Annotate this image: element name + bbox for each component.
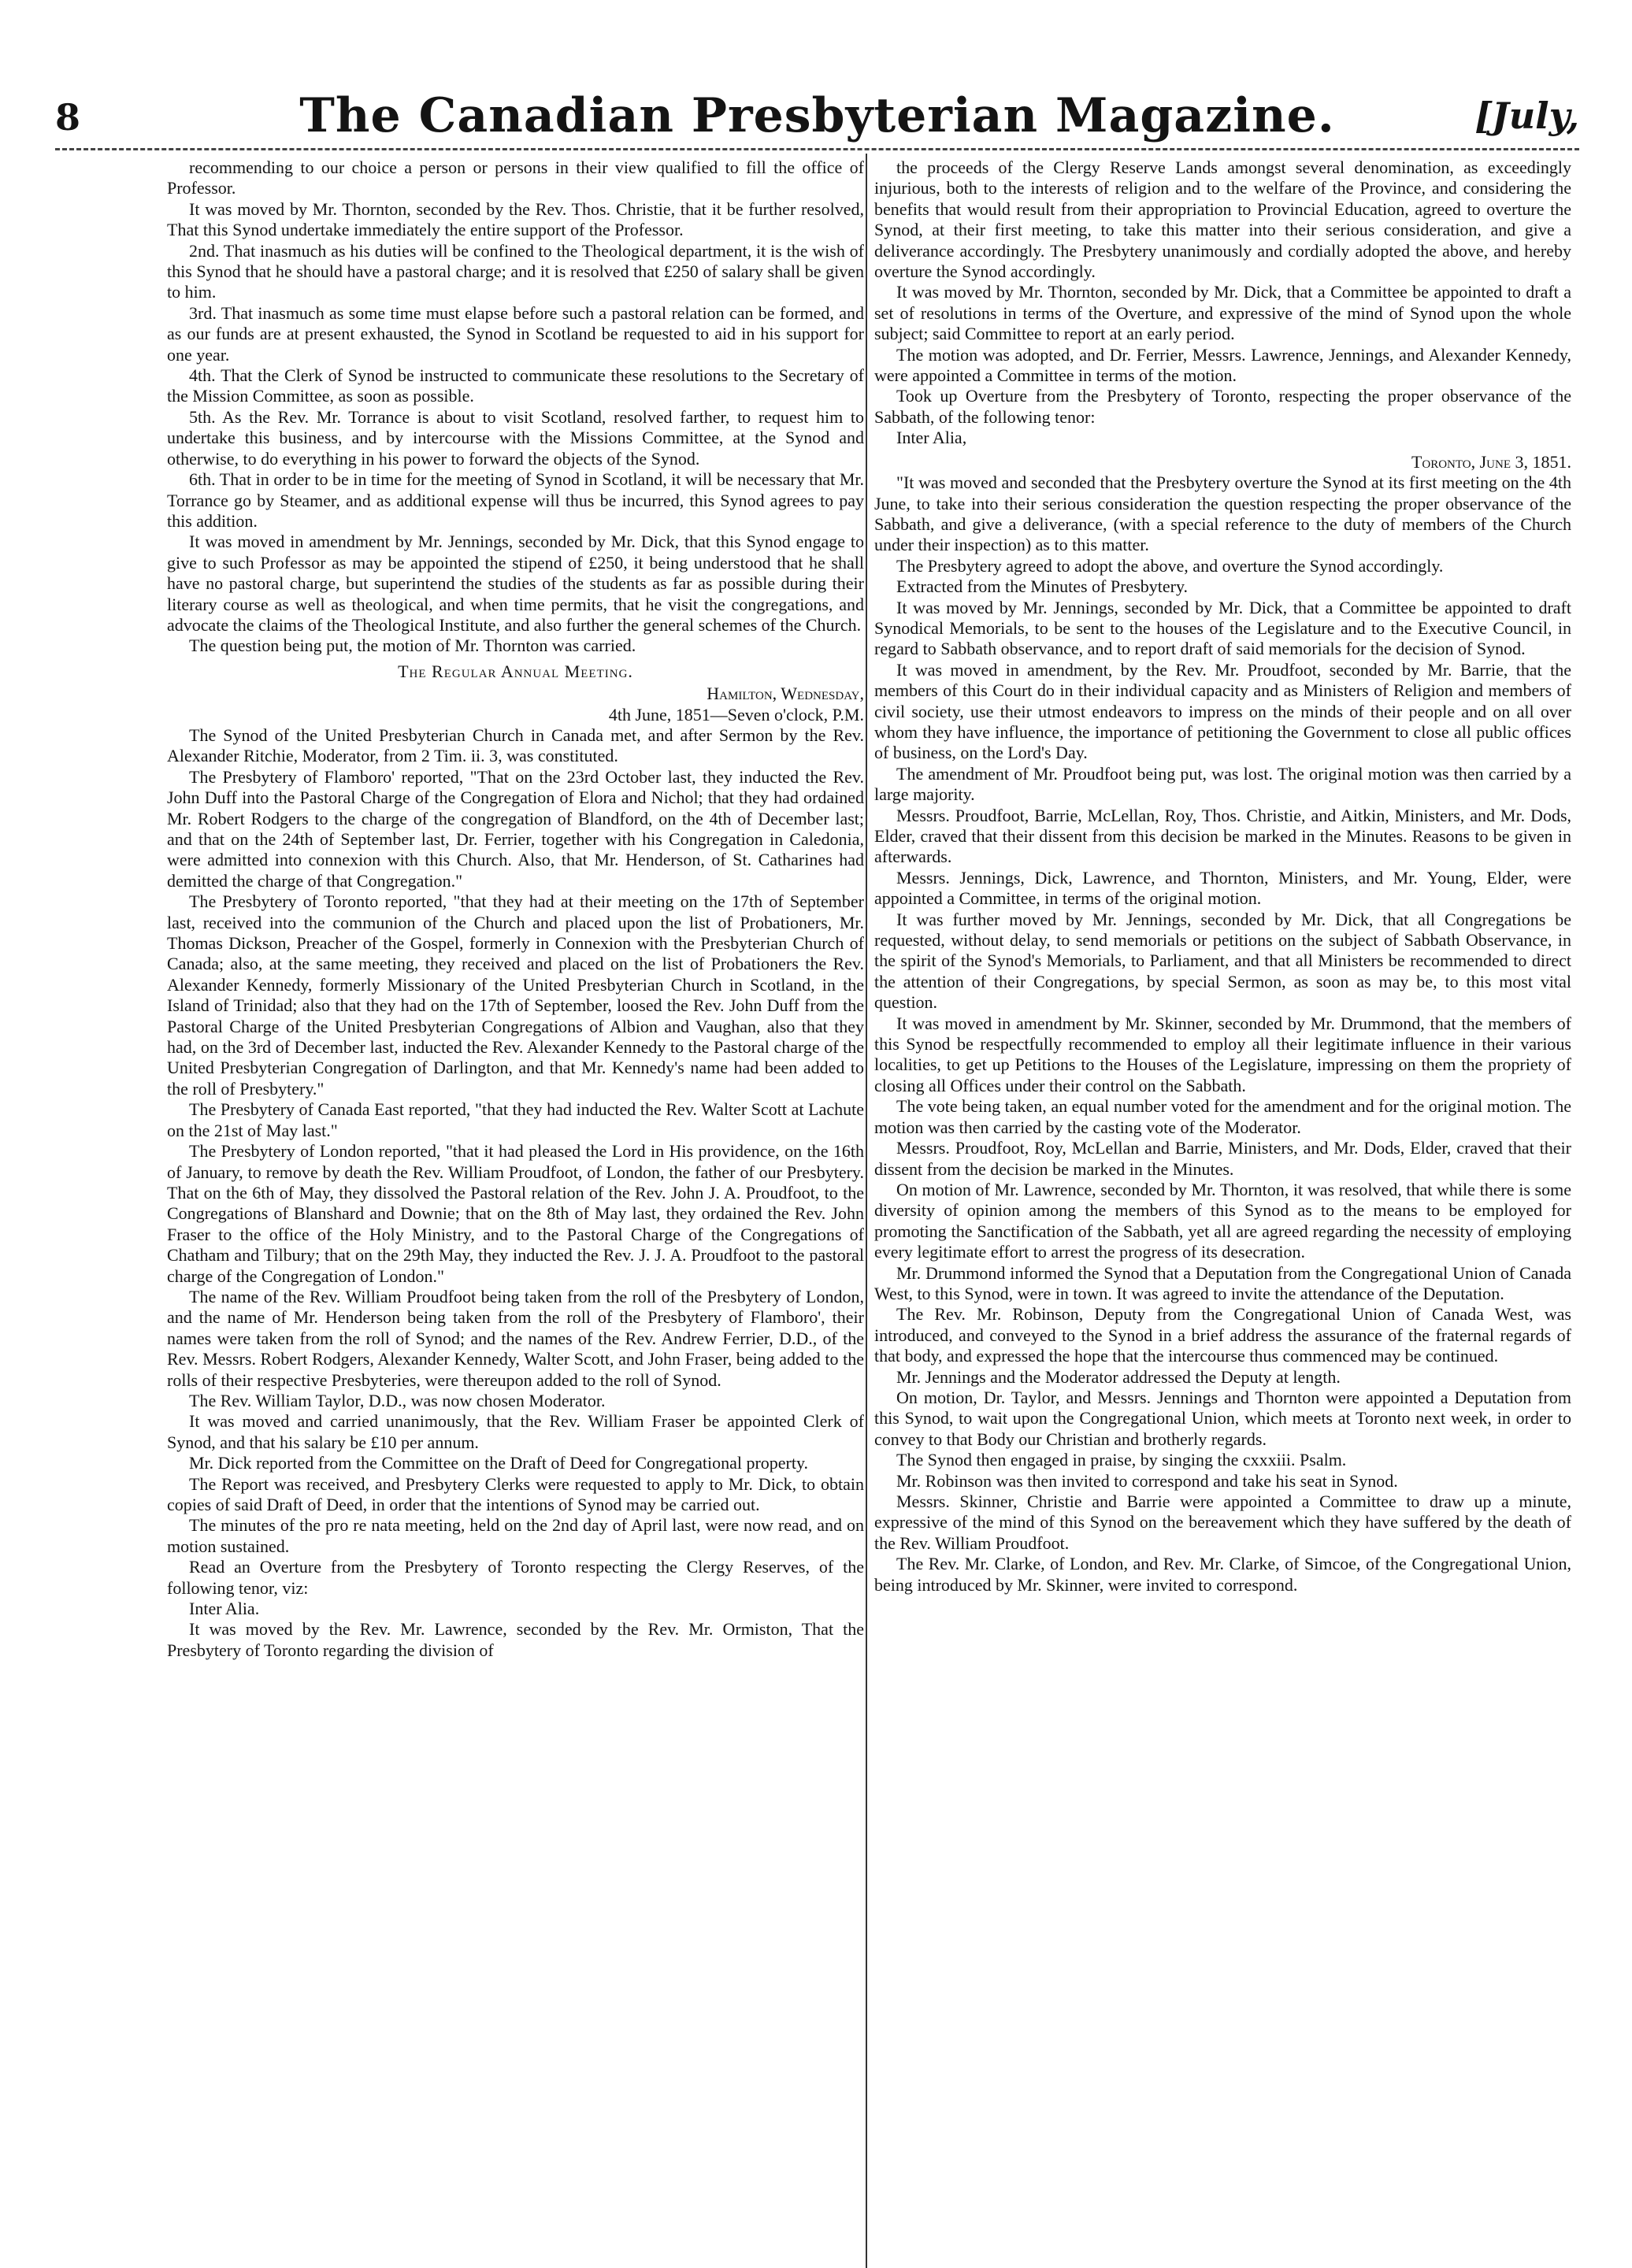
paragraph: Took up Overture from the Presbytery of Toronto, respecting the proper observance of the Sabbath, of the following tenor: [874,386,1571,427]
paragraph: The motion was adopted, and Dr. Ferrier, Messrs. Lawrence, Jennings, and Alexander Kennedy, were appointed a Committee in terms of the motion. [874,344,1571,386]
paragraph: 6th. That in order to be in time for the meeting of Synod in Scotland, it will be necessary that Mr. Torrance go by Steamer, and as additional expense will thus be incurred, this Synod agrees to pay this addition. [167,469,864,531]
page-number: 8 [55,96,81,139]
column-divider [866,154,867,2268]
page-header [55,88,1579,167]
paragraph: Mr. Drummond informed the Synod that a Deputation from the Congregational Union of Canada West, to this Synod, were in town. It was agreed to invite the attendance of the Deputation. [874,1262,1571,1303]
paragraph: 2nd. That inasmuch as his duties will be confined to the Theological department, it is the wish of this Synod that he should have a pastoral charge; and it is resolved that £250 of salary shall be given to him. [167,240,864,302]
right-column [874,158,1571,1595]
paragraph: Mr. Robinson was then invited to correspond and take his seat in Synod. [896,1470,1398,1491]
paragraph: The Presbytery agreed to adopt the above, and overture the Synod accordingly. [896,555,1444,576]
paragraph: Extracted from the Minutes of Presbytery. [896,576,1189,597]
paragraph: Mr. Jennings and the Moderator addressed the Deputy at length. [896,1366,1341,1387]
paragraph: The minutes of the pro re nata meeting, held on the 2nd day of April last, were now read, and on motion sustained. [167,1515,864,1556]
magazine-title: The Canadian Presbyterian Magazine. [299,88,1335,143]
paragraph: On motion of Mr. Lawrence, seconded by Mr. Thornton, it was resolved, that while there is some diversity of opinion among the members of this Synod as to the means to be employed for promoting the Sanctification of the Sabbath, yet all are agreed regarding the necessity of employing every legitimate effort to arrest the progress of its desecration. [874,1179,1571,1262]
paragraph: It was moved and carried unanimously, that the Rev. William Fraser be appointed Clerk of Synod, and that his salary be £10 per annum. [167,1411,864,1452]
paragraph: It was moved in amendment, by the Rev. Mr. Proudfoot, seconded by Mr. Barrie, that the members of this Court do in their individual capacity and as Ministers of Religion and members of civil society, use their utmost endeavors to impress on the minds of their people and on all over whom they have influence, the importance of petitioning the Government to close all public offices of business, on the Lord's Day. [874,659,1571,763]
paragraph: The name of the Rev. William Proudfoot being taken from the roll of the Presbytery of London, and the name of Mr. Henderson being taken from the roll of the Presbytery of Flamboro', their names were taken from the roll of Synod; and the names of the Rev. Andrew Ferrier, D.D., of the Rev. Messrs. Robert Rodgers, Alexander Kennedy, Walter Scott, and John Fraser, being added to the rolls of their respective Presbyteries, were thereupon added to the roll of Synod. [167,1286,864,1390]
paragraph: The question being put, the motion of Mr. Thornton was carried. [189,636,636,656]
paragraph: Messrs. Jennings, Dick, Lawrence, and Thornton, Ministers, and Mr. Young, Elder, were appointed a Committee, in terms of the original motion. [874,867,1571,909]
paragraph: The amendment of Mr. Proudfoot being put, was lost. The original motion was then carried by a large majority. [874,763,1571,805]
paragraph: It was moved by the Rev. Mr. Lawrence, seconded by the Rev. Mr. Ormiston, That the Presbytery of Toronto regarding the division of [167,1619,864,1660]
paragraph: It was moved in amendment by Mr. Skinner, seconded by Mr. Drummond, that the members of this Synod be respectfully recommended to employ all their legitimate influence in their various localities, to get up Petitions to the Houses of the Legislature, impressing on them the propriety of closing all Offices under their control on the Sabbath. [874,1013,1571,1095]
paragraph: It was moved by Mr. Thornton, seconded by the Rev. Thos. Christie, that it be further resolved, That this Synod undertake immediately the entire support of the Professor. [167,198,864,240]
meeting-date: 4th June, 1851—Seven o'clock, P.M. [608,704,864,724]
paragraph: the proceeds of the Clergy Reserve Lands amongst several denomination, as exceedingly injurious, both to the interests of religion and to the welfare of the Province, and considering the benefits that would result from their appropriation to Provincial Education, agreed to overture the Synod, at their first meeting, to take this matter into their serious consideration, and give a deliverance accordingly. The Presbytery unanimously and cordially adopted the above, and hereby overture the Synod accordingly. [874,158,1571,282]
paragraph: It was moved by Mr. Thornton, seconded by Mr. Dick, that a Committee be appointed to draft a set of resolutions in terms of the Overture, and expressive of the mind of Synod upon the whole subject; said Committee to report at an early period. [874,282,1571,344]
paragraph: The Rev. William Taylor, D.D., was now chosen Moderator. [189,1390,606,1410]
paragraph: Read an Overture from the Presbytery of Toronto respecting the Clergy Reserves, of the following tenor, viz: [167,1557,864,1598]
paragraph: Inter Alia. [189,1599,260,1619]
paragraph: The Synod of the United Presbyterian Church in Canada met, and after Sermon by the Rev. Alexander Ritchie, Moderator, from 2 Tim. ii. 3, was constituted. [167,724,864,766]
paragraph: Messrs. Proudfoot, Barrie, McLellan, Roy, Thos. Christie, and Aitkin, Ministers, and Mr. Dods, Elder, craved that their dissent from this decision be marked in the Minutes. Reasons to be given in afterwards. [874,805,1571,867]
paragraph: It was moved by Mr. Jennings, seconded by Mr. Dick, that a Committee be appointed to draft Synodical Memorials, to be sent to the houses of the Legislature and to the Executive Council, in regard to Sabbath observance, and to report draft of said memorials for the decision of Synod. [874,597,1571,659]
paragraph: Messrs. Proudfoot, Roy, McLellan and Barrie, Ministers, and Mr. Dods, Elder, craved that their dissent from the decision be marked in the Minutes. [874,1138,1571,1179]
paragraph: The Presbytery of Canada East reported, "that they had inducted the Rev. Walter Scott at Lachute on the 21st of May last." [167,1099,864,1140]
header-rule [55,148,1579,150]
paragraph: The Rev. Mr. Robinson, Deputy from the Congregational Union of Canada West, was introduced, and conveyed to the Synod in a brief address the assurance of the fraternal regards of that body, and expressed the hope that the intercourse thus commenced may be continued. [874,1304,1571,1366]
paragraph: It was moved in amendment by Mr. Jennings, seconded by Mr. Dick, that this Synod engage to give to such Professor as may be appointed the stipend of £250, it being understood that he shall have no pastoral charge, but superintend the studies of the students as far as possible during their literary course as well as theological, and when time permits, that he visit the congregations, and advocate the claims of the Theological Institute, and also further the general schemes of the Church. [167,532,864,635]
paragraph: The Synod then engaged in praise, by singing the cxxxiii. Psalm. [896,1450,1347,1470]
dateline: Toronto, June 3, 1851. [1411,451,1571,472]
section-heading: The Regular Annual Meeting. [398,661,633,681]
paragraph: "It was moved and seconded that the Presbytery overture the Synod at its first meeting on the 4th June, to take into their serious consideration the question respecting the proper observance of the Sabbath, and give a deliverance, (with a special reference to the duty of members of the Church under their inspection) as to this matter. [874,472,1571,555]
issue-month: [July, [1474,94,1579,137]
paragraph: Mr. Dick reported from the Committee on the Draft of Deed for Congregational property. [189,1453,809,1473]
left-column [167,158,864,1661]
paragraph: On motion, Dr. Taylor, and Messrs. Jennings and Thornton were appointed a Deputation from this Synod, to wait upon the Congregational Union, which meets at Toronto next week, in order to convey to that Body our Christian and brotherly regards. [874,1387,1571,1449]
paragraph: The Presbytery of London reported, "that it had pleased the Lord in His providence, on the 16th of January, to remove by death the Rev. William Proudfoot, of London, the father of our Presbytery. That on the 6th of May, they dissolved the Pastoral relation of the Rev. John J. A. Proudfoot, to the Congregations of Blanshard and Downie; that on the 8th of May last, they ordained the Rev. John Fraser to the office of the Holy Ministry, and to the Pastoral Charge of the Congregations of Chatham and Tilbury; that on the 29th May, they inducted the Rev. J. J. A. Proudfoot to the pastoral charge of the Congregation of London." [167,1141,864,1286]
meeting-place: Hamilton, Wednesday, [707,684,864,704]
paragraph: It was further moved by Mr. Jennings, seconded by Mr. Dick, that all Congregations be requested, without delay, to send memorials or petitions on the subject of Sabbath Observance, in the spirit of the Synod's Memorials, to Parliament, and that all Ministers be recommended to direct the attention of their Congregations, by special Sermon, as soon as may be, to this most vital question. [874,909,1571,1013]
paragraph: The Report was received, and Presbytery Clerks were requested to apply to Mr. Dick, to obtain copies of said Draft of Deed, in order that the intentions of Synod may be carried out. [167,1473,864,1514]
paragraph: 5th. As the Rev. Mr. Torrance is about to visit Scotland, resolved farther, to request him to undertake this business, and by intercourse with the Missions Committee, at the Synod and otherwise, to do everything in his power to forward the objects of the Synod. [167,406,864,469]
paragraph: 3rd. That inasmuch as some time must elapse before such a pastoral relation can be formed, and as our funds are at present exhausted, the Synod in Scotland be requested to aid in his support for one year. [167,302,864,365]
paragraph: 4th. That the Clerk of Synod be instructed to communicate these resolutions to the Secretary of the Mission Committee, as soon as possible. [167,365,864,406]
paragraph: recommending to our choice a person or persons in their view qualified to fill the office of Professor. [167,158,864,198]
paragraph: Messrs. Skinner, Christie and Barrie were appointed a Committee to draw up a minute, expressive of the mind of this Synod on the bereavement which they have suffered by the death of the Rev. William Proudfoot. [874,1492,1571,1553]
paragraph: The vote being taken, an equal number voted for the amendment and for the original motion. The motion was then carried by the casting vote of the Moderator. [874,1096,1571,1137]
paragraph: The Rev. Mr. Clarke, of London, and Rev. Mr. Clarke, of Simcoe, of the Congregational Union, being introduced by Mr. Skinner, were invited to correspond. [874,1554,1571,1595]
paragraph: The Presbytery of Flamboro' reported, "That on the 23rd October last, they inducted the Rev. John Duff into the Pastoral Charge of the Congregation of Elora and Nichol; that they had ordained Mr. Robert Rodgers to the charge of the congregation of Blandford, on the 4th of December last; and that on the 24th of September last, Dr. Ferrier, together with his Congregation in Caledonia, were admitted into connexion with this Church. Also, that Mr. Henderson, of St. Catharines had demitted the charge of that Congregation." [167,766,864,891]
paragraph: The Presbytery of Toronto reported, "that they had at their meeting on the 17th of September last, received into the communion of the Church and placed upon the list of Probationers, Mr. Thomas Dickson, Preacher of the Gospel, formerly in Connexion with the Presbyterian Church of Canada; also, at the same meeting, they received and placed on the list of Probationers the Rev. Alexander Kennedy, formerly Missionary of the United Presbyterian Church in Scotland, in the Island of Trinidad; also that they had on the 17th of September, loosed the Rev. John Duff from the Pastoral Charge of the United Presbyterian Congregations of Albion and Vaughan, also that they had, on the 3rd of December last, inducted the Rev. Alexander Kennedy to the Pastoral charge of the United Presbyterian Congregation of Darlington, and that Mr. Kennedy's name had been added to the roll of Presbytery." [167,891,864,1099]
paragraph: Inter Alia, [896,428,967,448]
